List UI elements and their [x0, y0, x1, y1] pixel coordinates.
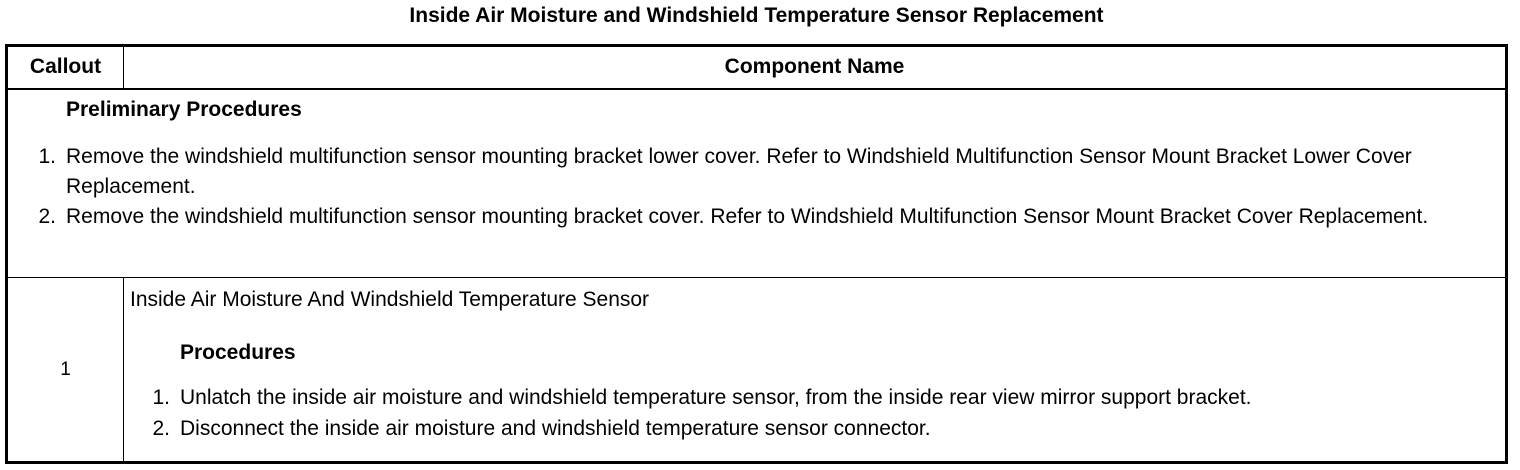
callout-column-header: Callout	[7, 46, 124, 89]
step-text: Unlatch the inside air moisture and windshield temperature sensor, from the inside rear view mirror support bracket.	[180, 386, 1252, 409]
list-item	[130, 413, 1499, 444]
list-item	[28, 202, 1485, 232]
preliminary-procedures-cell	[7, 89, 1507, 278]
component-name-column-header: Component Name	[124, 46, 1507, 89]
component-name: Inside Air Moisture And Windshield Temperature Sensor	[130, 288, 650, 311]
step-text: Remove the windshield multifunction sensor mounting bracket cover. Refer to Windshield Multifunction Sensor Mount Bracket Cover Replacement.	[66, 204, 1429, 228]
component-cell	[124, 278, 1507, 463]
list-item	[28, 142, 1485, 202]
page-title: Inside Air Moisture and Windshield Temperature Sensor Replacement	[409, 4, 1104, 27]
step-number: 1.	[152, 386, 170, 409]
step-number: 2.	[38, 204, 56, 228]
step-number: 1.	[38, 144, 56, 168]
callout-cell: 1	[7, 278, 124, 463]
table-header-row	[7, 46, 1507, 89]
component-table	[5, 44, 1508, 464]
procedures-heading: Procedures	[180, 341, 296, 364]
preliminary-procedures-heading: Preliminary Procedures	[66, 97, 302, 121]
step-number: 2.	[152, 417, 170, 440]
step-text: Remove the windshield multifunction sensor mounting bracket lower cover. Refer to Windshield Multifunction Sensor Mount Bracket Lower Cover Replacement.	[66, 144, 1412, 198]
table-row	[7, 278, 1507, 463]
preliminary-steps-list	[28, 142, 1485, 232]
procedure-steps-list	[130, 382, 1499, 444]
preliminary-procedures-row	[7, 89, 1507, 278]
list-item	[130, 382, 1499, 413]
step-text: Disconnect the inside air moisture and windshield temperature sensor connector.	[180, 417, 931, 440]
